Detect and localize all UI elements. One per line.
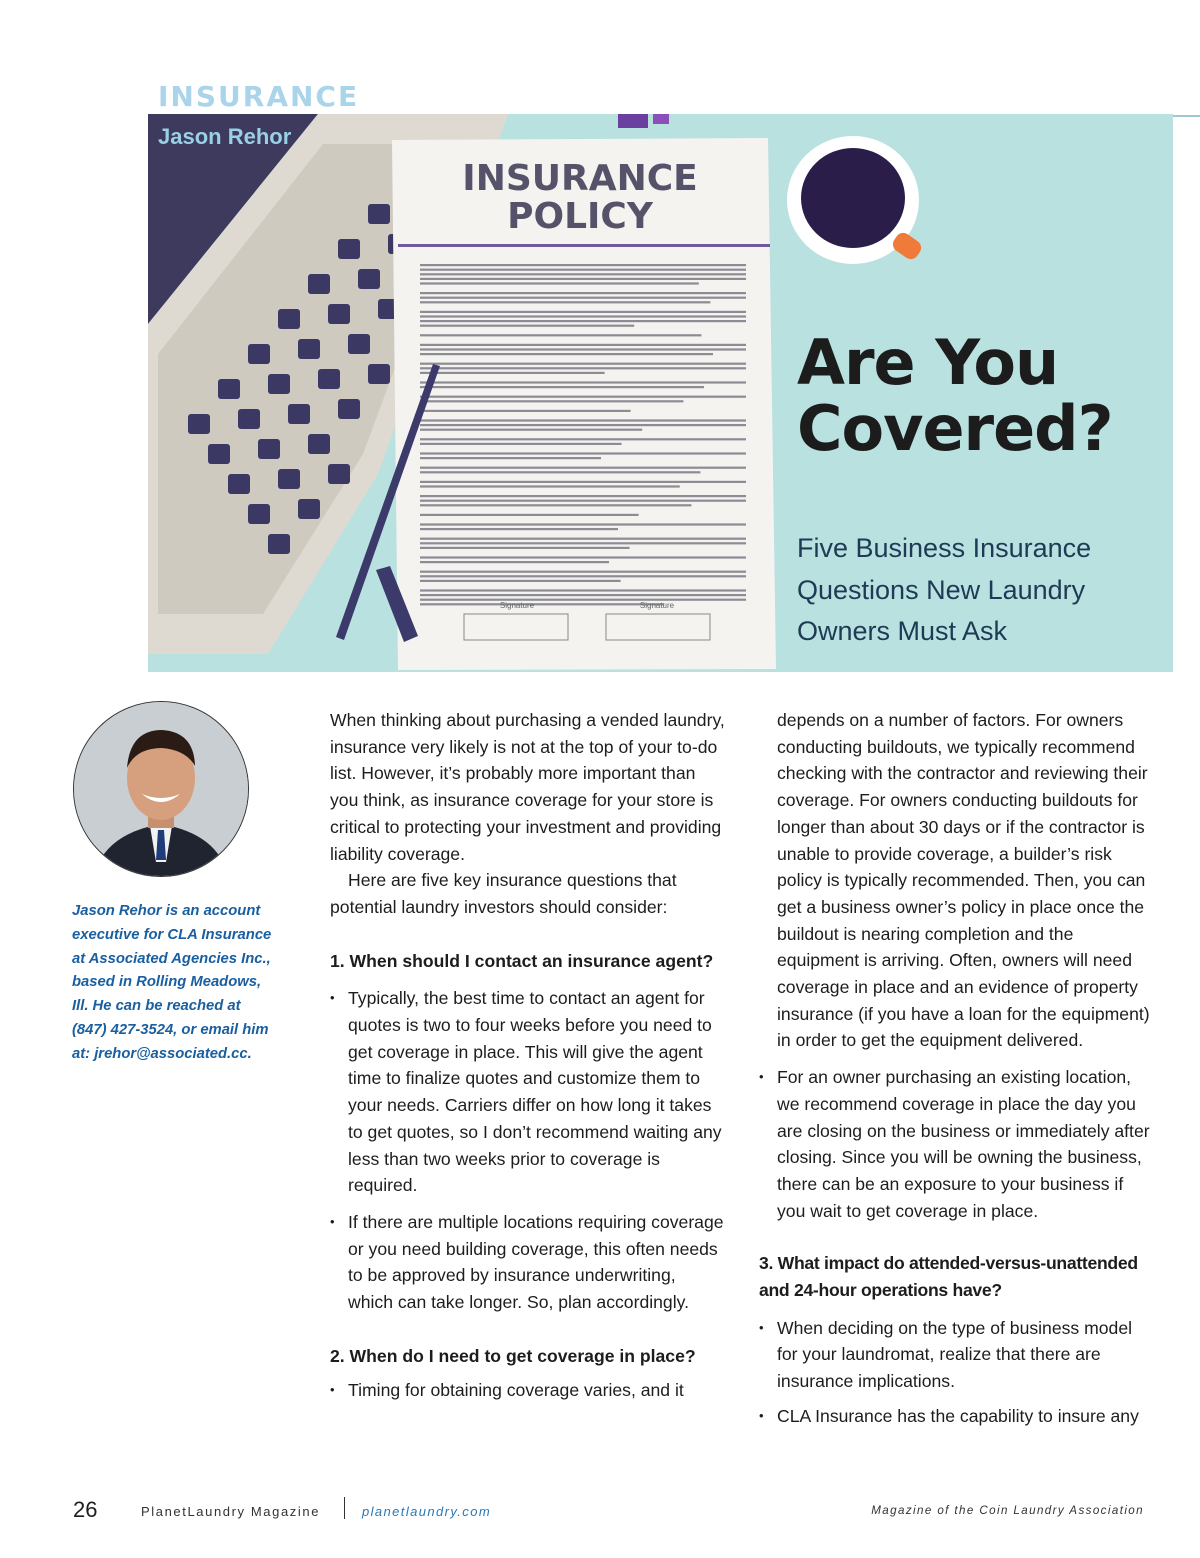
document-fine-print-line	[420, 381, 746, 383]
question-2-bullet-1-continued: depends on a number of factors. For owners conducting buildouts, we typically recommend checking with the contractor and reviewing their coverage. For owners conducting buildouts for longer than about 30 days or if the contractor is unable to provide coverage, a builder’s risk policy is typically recommended. Then, you can get a business owner’s policy in place once the buildout is nearing completion and the equipment is arriving. Often, owners will need coverage in place and an evidence of property insurance (if you have a loan for the equipment) in order to get the equipment delivered.	[777, 710, 1150, 1051]
document-fine-print-line	[420, 589, 746, 591]
document-fine-print-line	[420, 514, 639, 516]
document-fine-print-line	[420, 315, 746, 317]
document-fine-print-line	[420, 457, 601, 459]
signature-label-right: Signature	[639, 601, 675, 610]
document-fine-print-line	[420, 264, 746, 266]
document-fine-print-line	[420, 348, 746, 350]
document-fine-print-line	[420, 571, 746, 573]
document-fine-print-line	[420, 528, 618, 530]
document-fine-print-line	[420, 386, 704, 388]
document-fine-print-line	[420, 278, 746, 280]
author-name: Jason Rehor	[158, 124, 292, 149]
question-3-heading: 3. What impact do attended-versus-unattended and 24-hour operations have?	[759, 1253, 1138, 1301]
document-fine-print-line	[420, 363, 746, 365]
document-fine-print-line	[420, 594, 746, 596]
document-fine-print-line	[420, 282, 699, 284]
page-number: 26	[73, 1497, 98, 1522]
document-fine-print-line	[420, 438, 746, 440]
signature-label-left: Signature	[499, 601, 535, 610]
document-fine-print-line	[420, 523, 746, 525]
question-1-bullet-1: • Typically, the best time to contact an agent for quotes is two to four weeks before you need to get coverage in place. This will give the agent time to finalize quotes and customize them to your needs. Carriers differ on how long it takes to get quotes, so I don’t recommend waiting any less than two weeks prior to coverage is required.	[330, 985, 725, 1199]
document-fine-print-line	[420, 443, 622, 445]
question-3-bullet-1: • When deciding on the type of business model for your laundromat, realize that there are insurance implications.	[759, 1315, 1154, 1395]
policy-document	[392, 138, 776, 670]
document-fine-print-line	[420, 334, 701, 336]
document-fine-print-line	[420, 301, 710, 303]
document-fine-print-line	[420, 344, 746, 346]
footer-divider	[344, 1497, 345, 1519]
document-fine-print-line	[420, 429, 642, 431]
intro-paragraph-1: When thinking about purchasing a vended laundry, insurance very likely is not at the top of your to-do list. However, it’s probably more important than you think, as insurance coverage for your store is critical to protecting your investment and providing liability coverage.	[330, 710, 725, 864]
document-fine-print-line	[420, 485, 680, 487]
document-fine-print-line	[420, 297, 746, 299]
magazine-name: PlanetLaundry Magazine	[141, 1504, 321, 1519]
question-3-bullet-2: • CLA Insurance has the capability to insure any	[759, 1403, 1154, 1430]
document-title-line1: INSURANCE	[462, 158, 698, 199]
document-fine-print-line	[420, 396, 746, 398]
document-fine-print-line	[420, 269, 746, 271]
document-fine-print-line	[420, 547, 630, 549]
document-fine-print-line	[420, 542, 746, 544]
document-fine-print-line	[420, 452, 746, 454]
document-fine-print-line	[420, 419, 746, 421]
document-fine-print-line	[420, 471, 700, 473]
article-column-2	[759, 707, 1154, 1430]
article-column-1	[330, 707, 725, 1404]
author-bio: Jason Rehor is an account executive for CLA Insurance at Associated Agencies Inc., based in Rolling Meadows, Ill. He can be reached at (847) 427-3524, or email him at: jrehor@associated.cc.	[72, 903, 272, 1062]
question-2-bullet-2: • For an owner purchasing an existing location, we recommend coverage in place the day you are closing on the business or immediately after closing. Since you will be owning the business, there can be an exposure to your business if you wait to get coverage in place.	[759, 1064, 1154, 1224]
document-title-line2: POLICY	[507, 196, 653, 237]
document-fine-print-line	[420, 495, 746, 497]
magazine-url-link[interactable]: planetlaundry.com	[362, 1504, 492, 1519]
document-fine-print-line	[420, 353, 713, 355]
headline: Are You Covered?	[797, 326, 1113, 465]
document-fine-print-line	[420, 372, 605, 374]
question-2-heading: 2. When do I need to get coverage in place?	[330, 1345, 696, 1366]
document-fine-print-line	[420, 325, 634, 327]
document-fine-print-line	[420, 481, 746, 483]
document-fine-print-line	[420, 538, 746, 540]
subhead: Five Business Insurance Questions New Laundry Owners Must Ask	[797, 533, 1092, 646]
document-fine-print-line	[420, 575, 746, 577]
document-fine-print-line	[420, 504, 691, 506]
document-fine-print-line	[420, 367, 746, 369]
document-fine-print-line	[420, 556, 746, 558]
page-footer	[0, 1497, 1200, 1537]
document-fine-print-line	[420, 603, 664, 605]
document-fine-print-line	[420, 424, 746, 426]
document-fine-print-line	[420, 500, 746, 502]
document-fine-print-line	[420, 467, 746, 469]
author-photo	[73, 701, 249, 877]
document-fine-print-line	[420, 273, 746, 275]
question-2-bullet-1: • Timing for obtaining coverage varies, and it	[330, 1377, 725, 1404]
document-fine-print-line	[420, 320, 746, 322]
question-1-heading: 1. When should I contact an insurance agent?	[330, 950, 714, 971]
section-label: INSURANCE	[158, 80, 360, 113]
question-1-bullet-2: • If there are multiple locations requiring coverage or you need building coverage, this often needs to be approved by insurance underwriting, which can take longer. So, plan accordingly.	[330, 1209, 725, 1316]
document-fine-print-line	[420, 599, 746, 601]
document-fine-print-line	[420, 400, 683, 402]
document-fine-print-line	[420, 561, 609, 563]
document-fine-print-line	[420, 292, 746, 294]
document-fine-print-line	[420, 410, 631, 412]
magazine-tagline: Magazine of the Coin Laundry Association	[871, 1504, 1144, 1517]
document-fine-print-line	[420, 580, 621, 582]
intro-paragraph-2: Here are five key insurance questions that potential laundry investors should consider:	[330, 870, 677, 917]
document-fine-print-line	[420, 311, 746, 313]
